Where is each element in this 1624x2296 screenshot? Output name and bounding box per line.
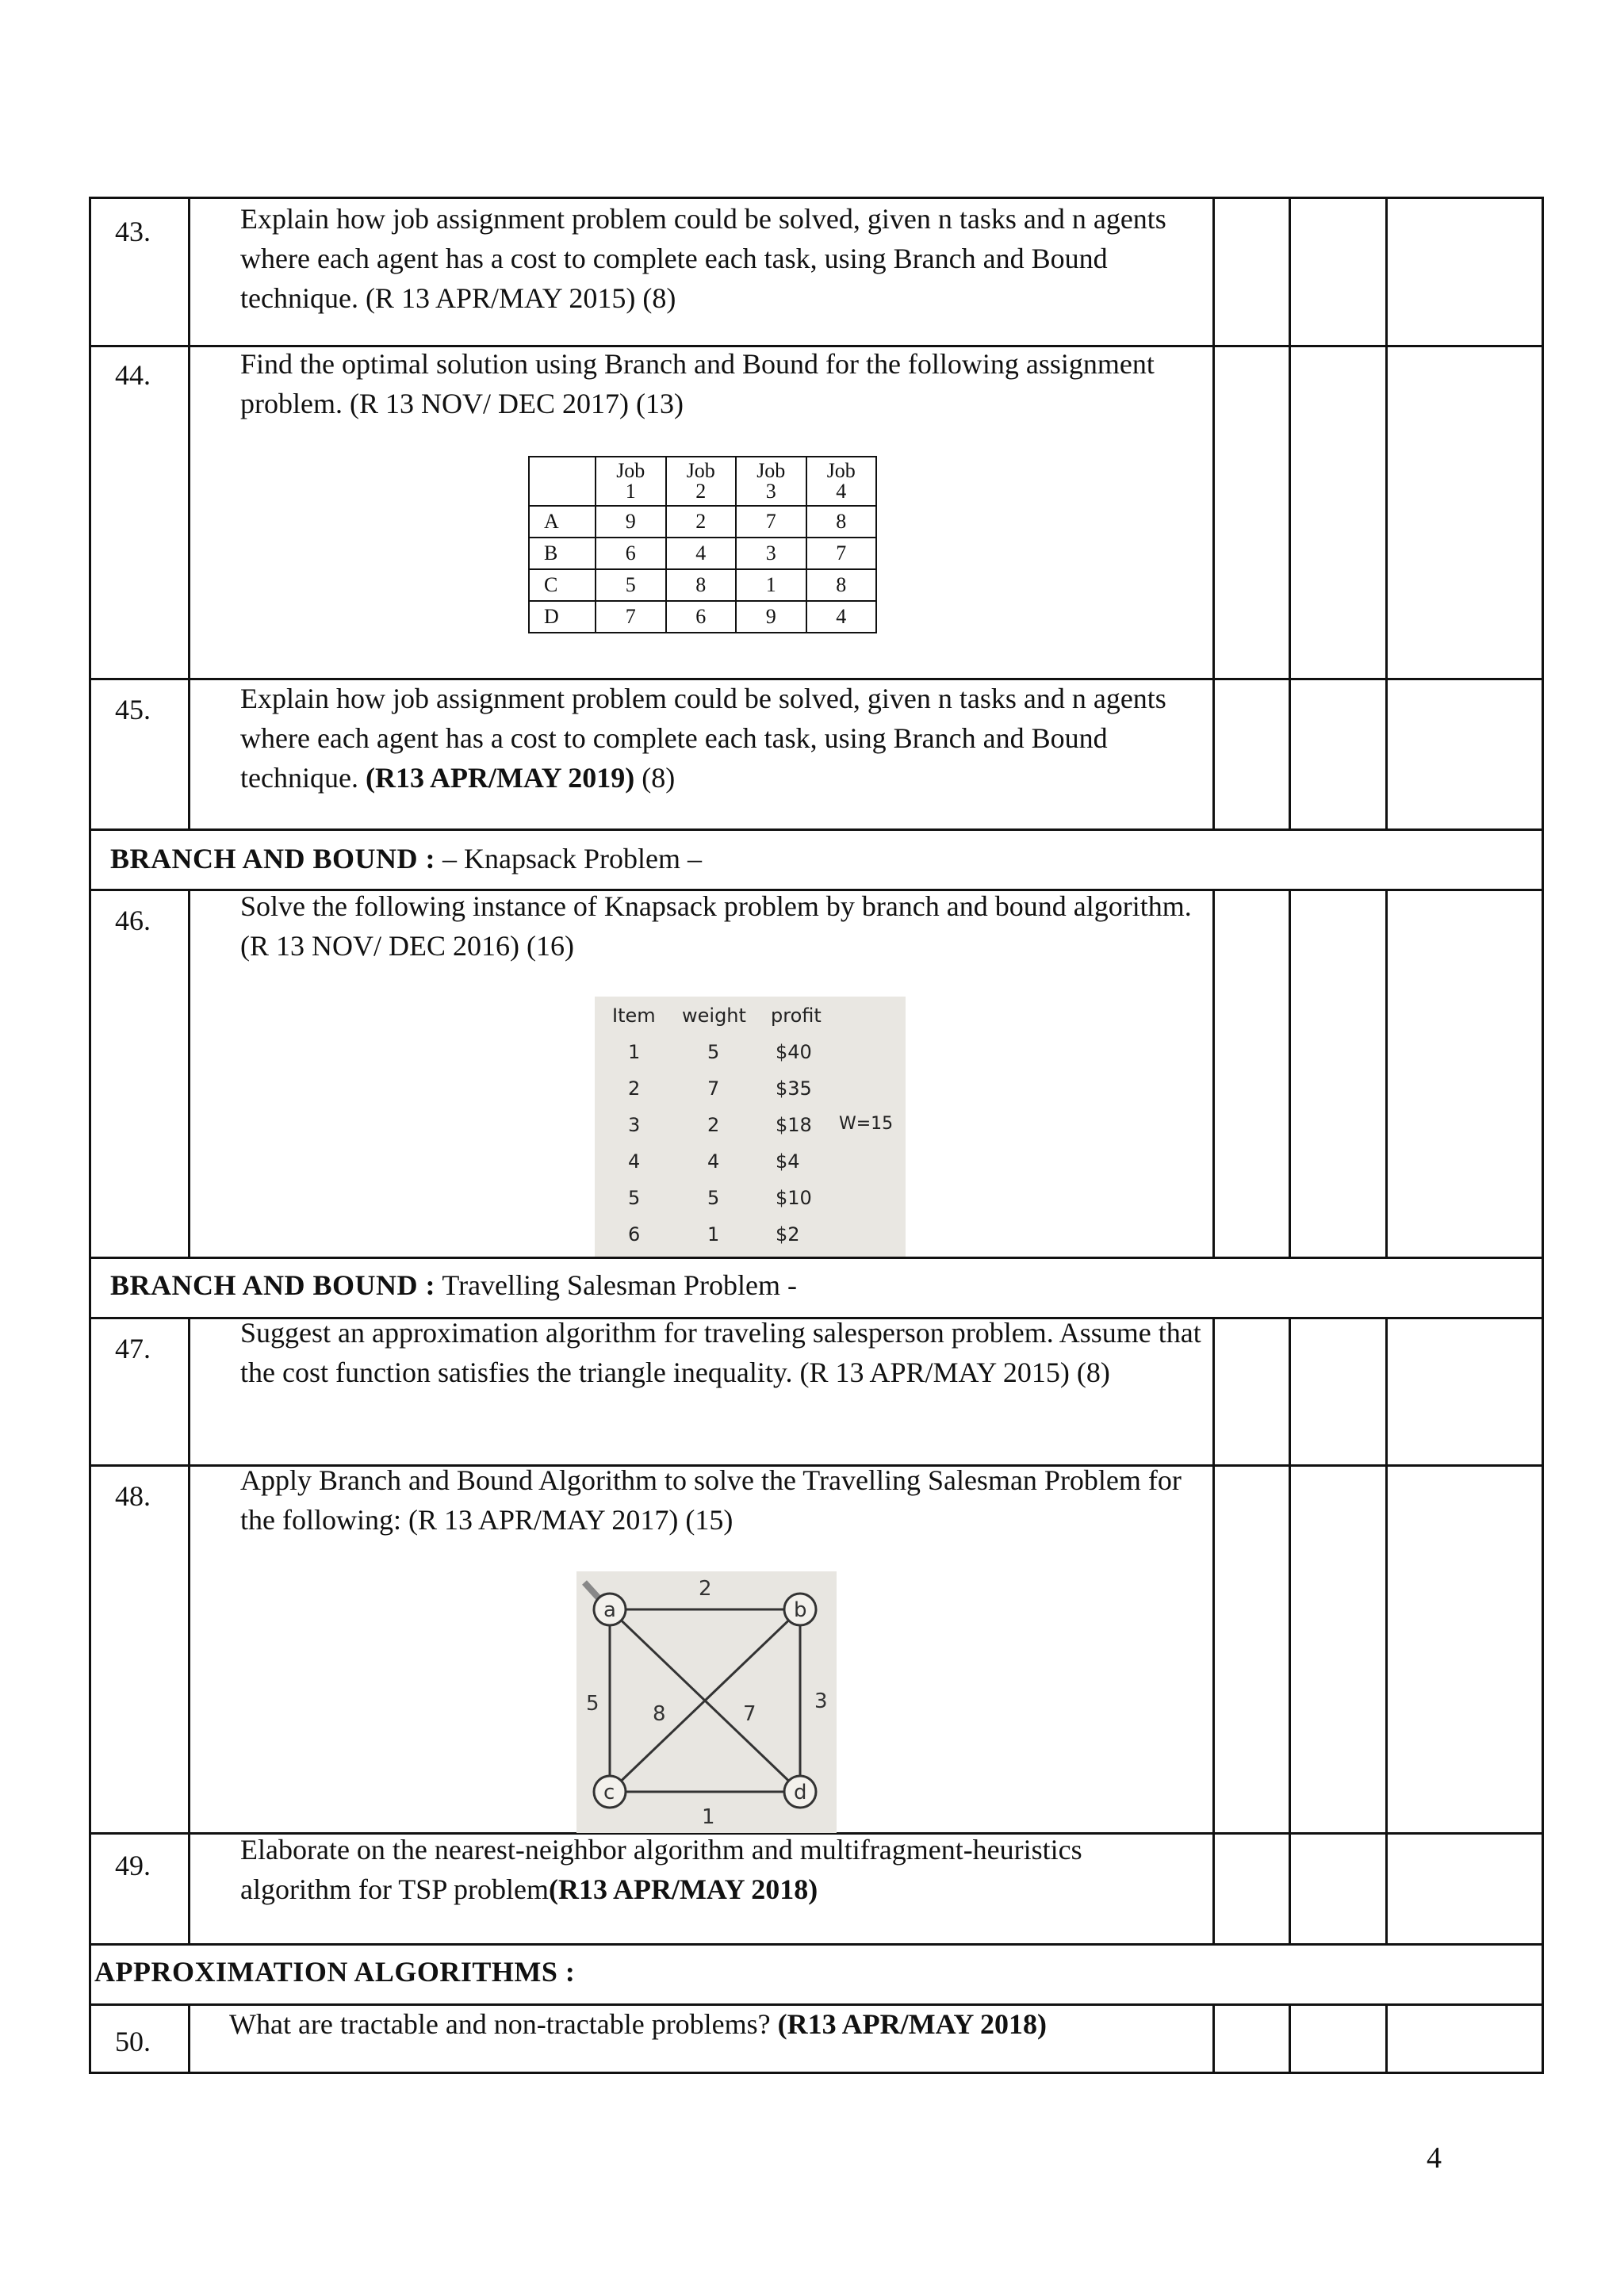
question-text: Apply Branch and Bound Algorithm to solve the Travelling Salesman Problem for the following: (R 13 APR/MAY 2017) (15) (240, 1464, 1182, 1536)
edge-weight: 2 (699, 1577, 712, 1601)
question-row-50 (89, 2006, 1544, 2074)
node-label: a (603, 1598, 616, 1622)
section-heading-approx: APPROXIMATION ALGORITHMS : (89, 1946, 1544, 2006)
edge-weight: 5 (586, 1692, 599, 1716)
question-row-47 (89, 1319, 1544, 1467)
knapsack-table-image: Item weight profit 1 5 $40 2 7 $35 3 2 $18 W=15 4 4 $4 5 5 $10 6 1 $2 (595, 997, 906, 1257)
question-row-45 (89, 680, 1544, 831)
question-number: 47. (115, 1333, 151, 1364)
question-text: Suggest an approximation algorithm for traveling salesperson problem. Assume that the cost function satisfies the triangle inequality. (R 13 APR/MAY 2015) (8) (240, 1317, 1201, 1388)
assignment-table (528, 456, 877, 633)
section-heading-knapsack: BRANCH AND BOUND : – Knapsack Problem – (89, 831, 1544, 891)
tsp-graph (576, 1571, 837, 1833)
edge-weight: 1 (702, 1805, 715, 1829)
edge-weight: 7 (743, 1702, 756, 1726)
question-row-44 (89, 347, 1544, 680)
job-header: Job 4 (806, 457, 877, 506)
job-header: Job 3 (736, 457, 806, 506)
question-text: Solve the following instance of Knapsack problem by branch and bound algorithm. (R 13 NOV/ DEC 2016) (16) (240, 890, 1192, 962)
question-text: Find the optimal solution using Branch and Bound for the following assignment problem. (R 13 NOV/ DEC 2017) (13) (240, 348, 1155, 419)
question-number: 44. (115, 359, 151, 391)
question-text: Explain how job assignment problem could be solved, given n tasks and n agents where each agent has a cost to complete each task, using Branch and Bound technique. (R 13 APR/MAY 2015) (8) (240, 203, 1166, 314)
question-row-49 (89, 1835, 1544, 1946)
table-row: C 5 8 1 8 (529, 569, 876, 601)
question-text: Elaborate on the nearest-neighbor algorithm and multifragment-heuristics algorithm for TSP problem(R13 APR/MAY 2018) (240, 1834, 1082, 1905)
question-number: 45. (115, 694, 151, 725)
table-row: D 7 6 9 4 (529, 601, 876, 633)
tsp-graph-image (576, 1571, 837, 1833)
edge-weight: 3 (814, 1689, 828, 1713)
question-number: 48. (115, 1480, 151, 1512)
edge-weight: 8 (653, 1702, 666, 1726)
table-row: A 9 2 7 8 (529, 506, 876, 538)
question-number: 50. (115, 2026, 151, 2057)
node-label: c (603, 1781, 615, 1804)
node-label: d (794, 1781, 807, 1804)
table-row: B 6 4 3 7 (529, 538, 876, 569)
section-heading-tsp: BRANCH AND BOUND : Travelling Salesman Problem - (89, 1259, 1544, 1319)
node-label: b (794, 1598, 807, 1622)
question-row-48 (89, 1464, 1544, 1835)
question-number: 49. (115, 1850, 151, 1881)
question-text: What are tractable and non-tractable problems? (R13 APR/MAY 2018) (229, 2008, 1047, 2040)
question-number: 43. (115, 216, 151, 247)
question-row-43 (89, 197, 1544, 347)
question-row-46 (89, 891, 1544, 1259)
question-text: Explain how job assignment problem could be solved, given n tasks and n agents where each agent has a cost to complete each task, using Branch and Bound technique. (R13 APR/MAY 2019) (8) (240, 683, 1166, 794)
job-header: Job 1 (596, 457, 666, 506)
question-number: 46. (115, 905, 151, 936)
page-number: 4 (1427, 2141, 1442, 2175)
job-header: Job 2 (666, 457, 737, 506)
